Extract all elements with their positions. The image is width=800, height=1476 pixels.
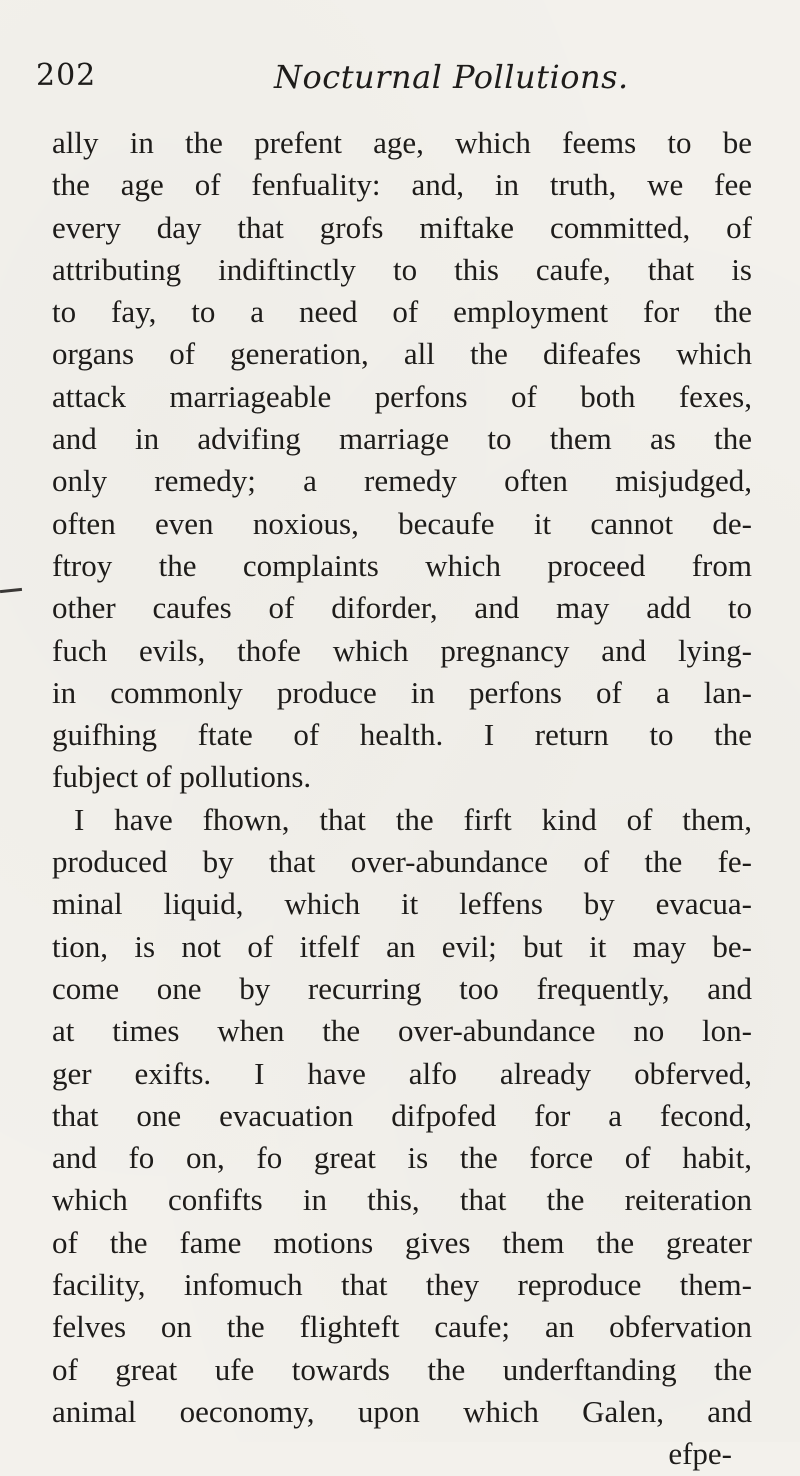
text-line: come one by recurring too frequently, and — [52, 970, 752, 1006]
text-line: ftroy the complaints which proceed from — [52, 547, 752, 583]
running-head — [36, 58, 736, 108]
text-line: ger exifts. I have alfo already obferved, — [52, 1055, 752, 1091]
text-line: tion, is not of itfelf an evil; but it may be- — [52, 928, 752, 964]
text-line: that one evacuation difpofed for a fecond, — [52, 1097, 752, 1133]
text-line: felves on the flighteft caufe; an obfervation — [52, 1309, 752, 1345]
text-line: only remedy; a remedy often misjudged, — [52, 463, 752, 499]
text-line: of the fame motions gives them the greater — [52, 1224, 752, 1260]
text-line: every day that grofs miftake committed, of — [52, 209, 752, 245]
text-line: of great ufe towards the underftanding the — [52, 1351, 752, 1387]
text-line: to fay, to a need of employment for the — [52, 294, 752, 330]
text-line: the age of fenfuality: and, in truth, we fee — [52, 167, 752, 203]
text-line: which confifts in this, that the reiteration — [52, 1182, 752, 1218]
body-text — [52, 122, 752, 1476]
margin-mark — [0, 589, 28, 595]
text-line: minal liquid, which it leffens by evacua- — [52, 886, 752, 922]
text-line: facility, infomuch that they reproduce them- — [52, 1267, 752, 1303]
text-line: in commonly produce in perfons of a lan- — [52, 674, 752, 710]
catchword: efpe- — [668, 1436, 732, 1472]
text-line: organs of generation, all the difeafes which — [52, 336, 752, 372]
running-title: Nocturnal Pollutions. — [274, 58, 629, 96]
text-line: often even noxious, becaufe it cannot de- — [52, 505, 752, 541]
text-line: and in advifing marriage to them as the — [52, 421, 752, 457]
text-line: other caufes of diforder, and may add to — [52, 590, 752, 626]
page-number: 202 — [36, 58, 97, 93]
text-line: fubject of pollutions. — [52, 759, 312, 795]
text-line: attributing indiftinctly to this caufe, that is — [52, 251, 752, 287]
text-line: attack marriageable perfons of both fexes, — [52, 378, 752, 414]
text-line: produced by that over-abundance of the fe- — [52, 844, 752, 880]
text-line: and fo on, fo great is the force of habit, — [52, 1140, 752, 1176]
paragraph-start-line: I have fhown, that the firft kind of them, — [74, 801, 752, 837]
text-line: animal oeconomy, upon which Galen, and — [52, 1393, 752, 1429]
text-line: ally in the prefent age, which feems to be — [52, 125, 752, 160]
text-line: guifhing ftate of health. I return to the — [52, 717, 752, 753]
text-line: fuch evils, thofe which pregnancy and lying- — [52, 632, 752, 668]
text-line: at times when the over-abundance no lon- — [52, 1013, 752, 1049]
